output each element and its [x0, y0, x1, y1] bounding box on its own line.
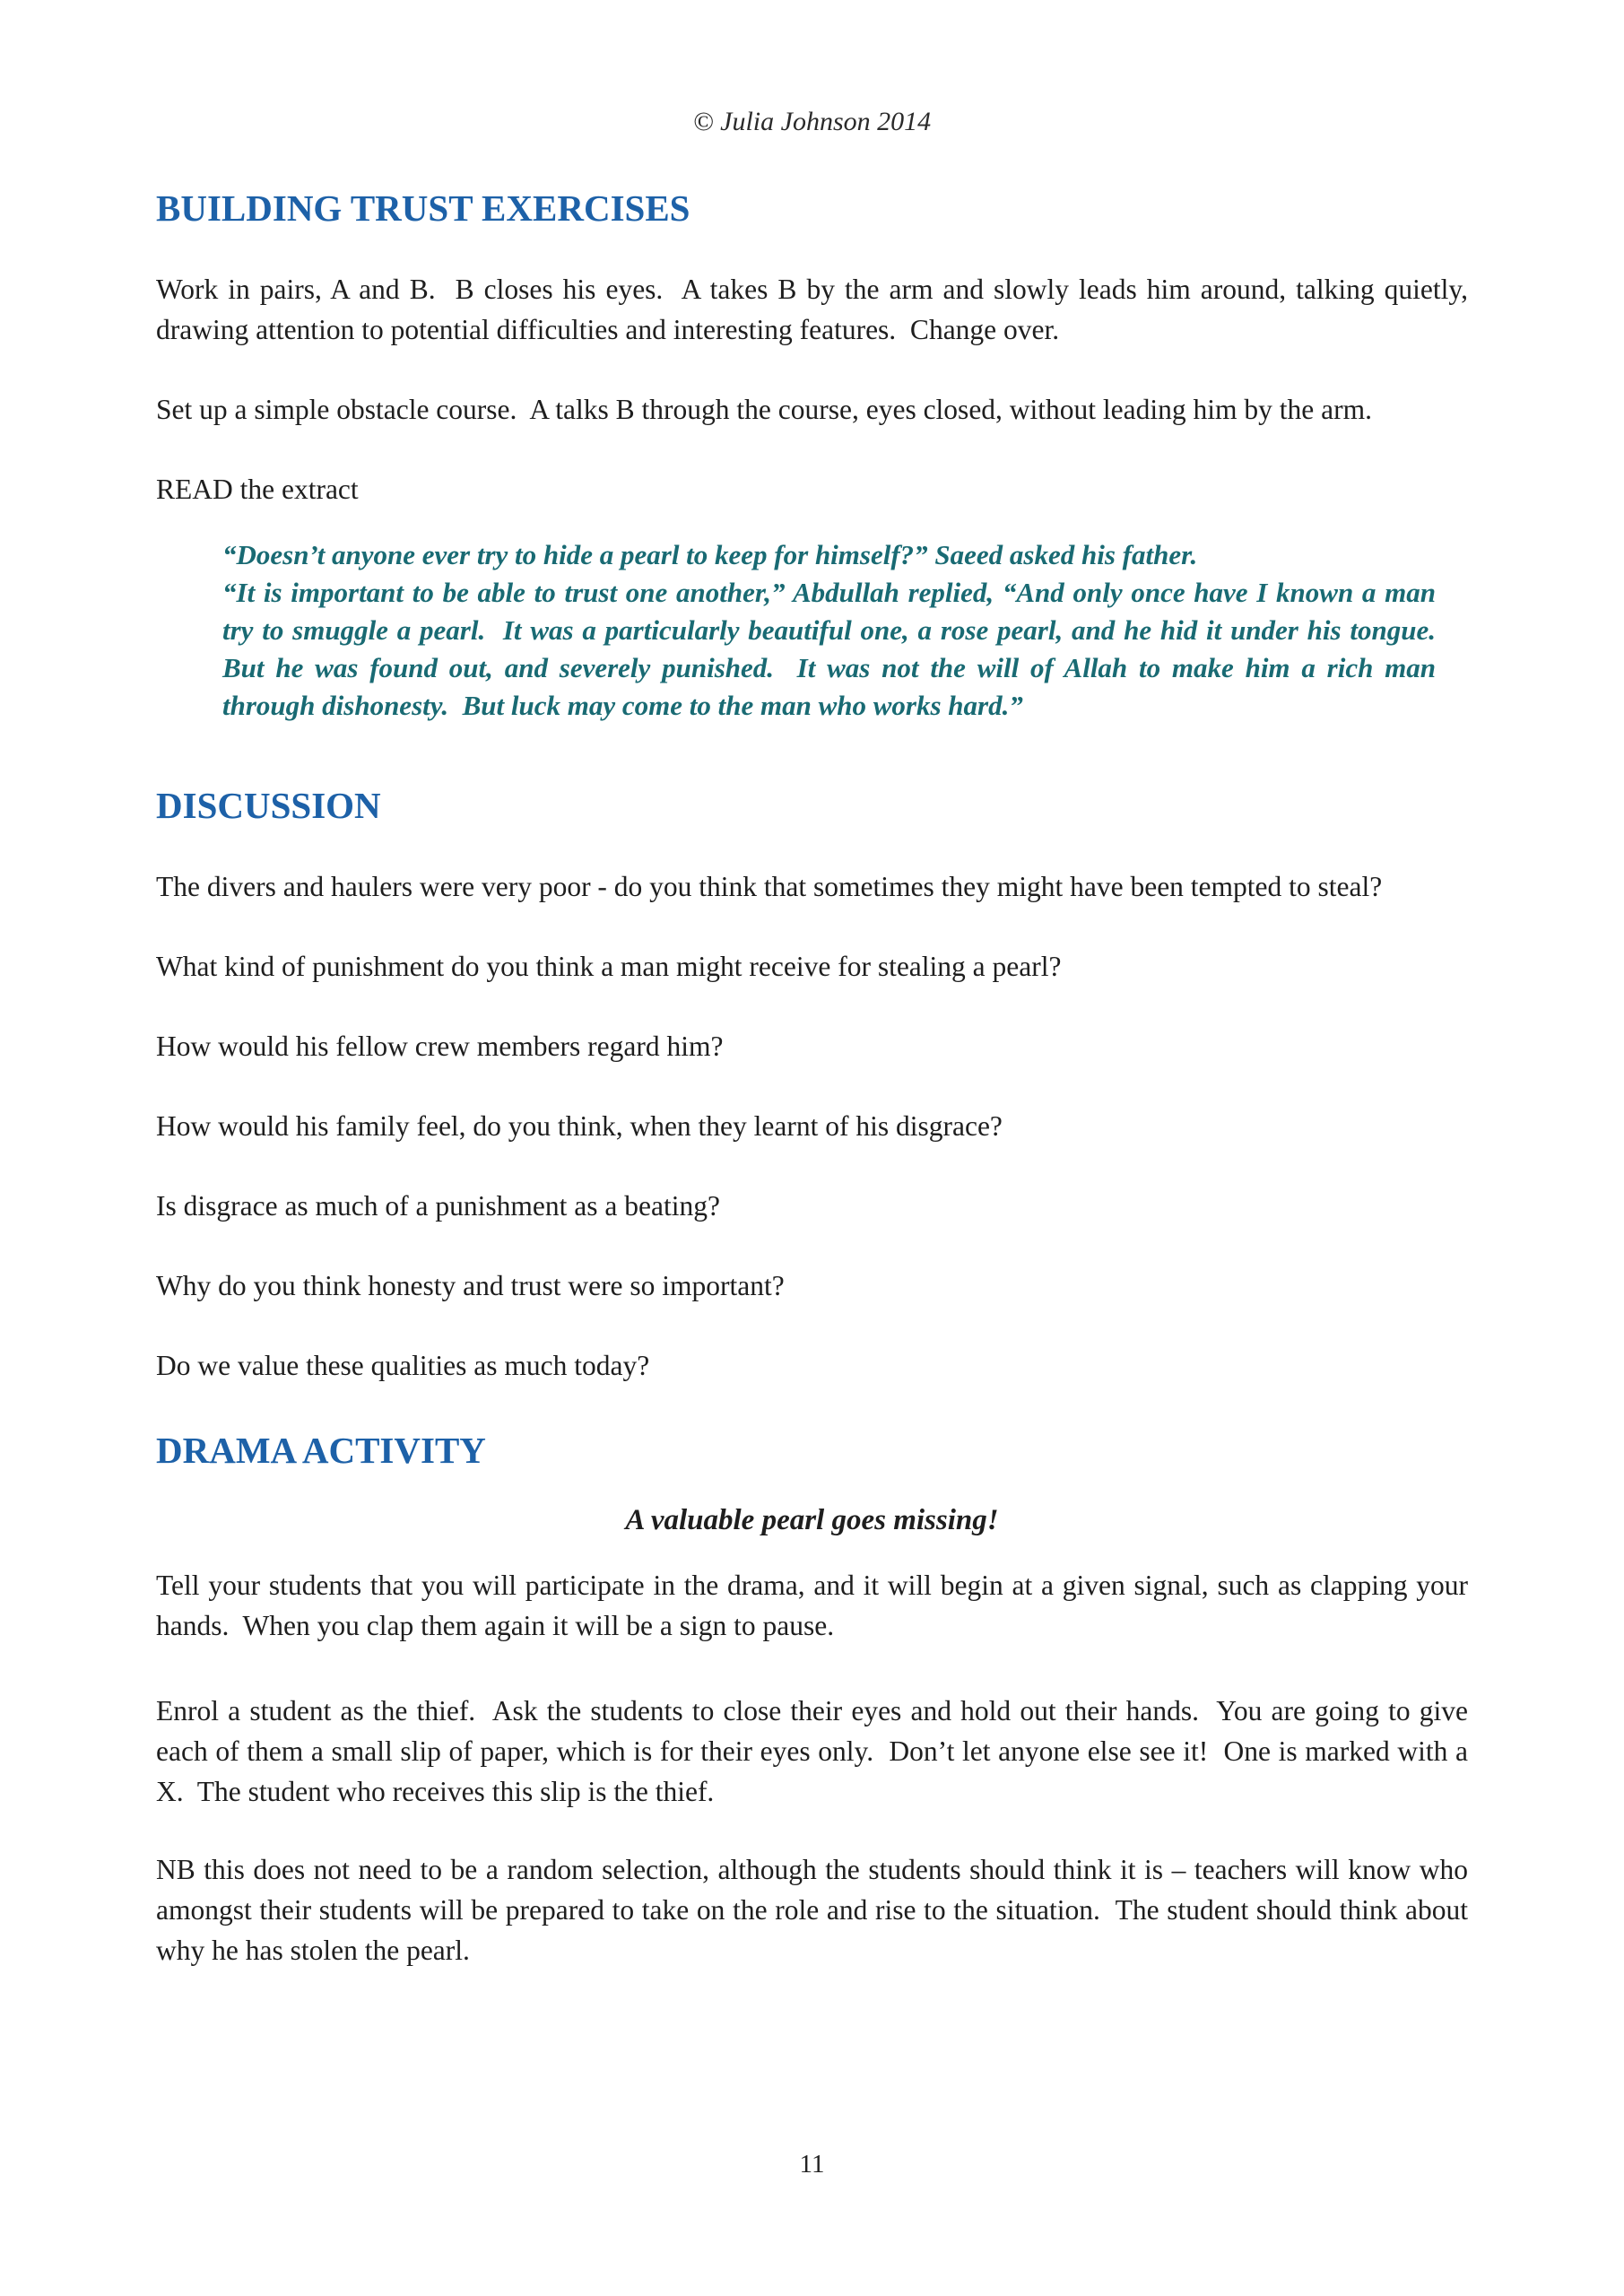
- discussion-question: The divers and haulers were very poor - do you think that sometimes they might have been tempted to steal?: [156, 871, 1383, 902]
- paragraph-enrol-thief: Enrol a student as the thief. Ask the students to close their eyes and hold out their hands. You are going to give each of them a small slip of paper, which is for their eyes only. Don’t let anyone else see it! One is marked with a X. The student who receives this slip is the thief.: [156, 1695, 1475, 1807]
- paragraph-work-in-pairs: Work in pairs, A and B. B closes his eyes. A takes B by the arm and slowly leads him around, talking quietly, drawing attention to potential difficulties and interesting features. Change over.: [156, 274, 1475, 345]
- page-number: 11: [799, 2150, 825, 2179]
- copyright-line: © Julia Johnson 2014: [692, 107, 932, 136]
- building-trust-heading: BUILDING TRUST EXERCISES: [156, 187, 690, 229]
- discussion-question: How would his family feel, do you think, when they learnt of his disgrace?: [156, 1110, 1003, 1142]
- discussion-question: Do we value these qualities as much today?: [156, 1350, 650, 1381]
- discussion-question: How would his fellow crew members regard him?: [156, 1031, 724, 1062]
- extract-quote: [222, 536, 1450, 725]
- paragraph-obstacle-course: Set up a simple obstacle course. A talks B through the course, eyes closed, without leading him by the arm.: [156, 394, 1372, 425]
- drama-heading: DRAMA ACTIVITY: [156, 1430, 486, 1471]
- extract-line: “Doesn’t anyone ever try to hide a pearl to keep for himself?” Saeed asked his father.: [222, 539, 1198, 570]
- read-extract-line: READ the extract: [156, 474, 359, 505]
- paragraph-tell-students: Tell your students that you will participate in the drama, and it will begin at a given signal, such as clapping your hands. When you clap them again it will be a sign to pause.: [156, 1570, 1475, 1641]
- discussion-question: Is disgrace as much of a punishment as a beating?: [156, 1190, 720, 1222]
- discussion-question: What kind of punishment do you think a man might receive for stealing a pearl?: [156, 951, 1062, 982]
- discussion-question: Why do you think honesty and trust were so important?: [156, 1270, 785, 1301]
- drama-subtitle: A valuable pearl goes missing!: [625, 1504, 999, 1536]
- paragraph-nb-selection: NB this does not need to be a random selection, although the students should think it is – teachers will know who amongst their students will be prepared to take on the role and rise to the situation. The student should think about why he has stolen the pearl.: [156, 1854, 1475, 1966]
- extract-line: “It is important to be able to trust one another,” Abdullah replied, “And only once have I known a man try to smuggle a pearl. It was a particularly beautiful one, a rose pearl, and he hid it under his tongue. But he was found out, and severely punished. It was not the will of Allah to make him a rich man through dishonesty. But luck may come to the man who works hard.”: [222, 577, 1450, 721]
- discussion-heading: DISCUSSION: [156, 785, 381, 826]
